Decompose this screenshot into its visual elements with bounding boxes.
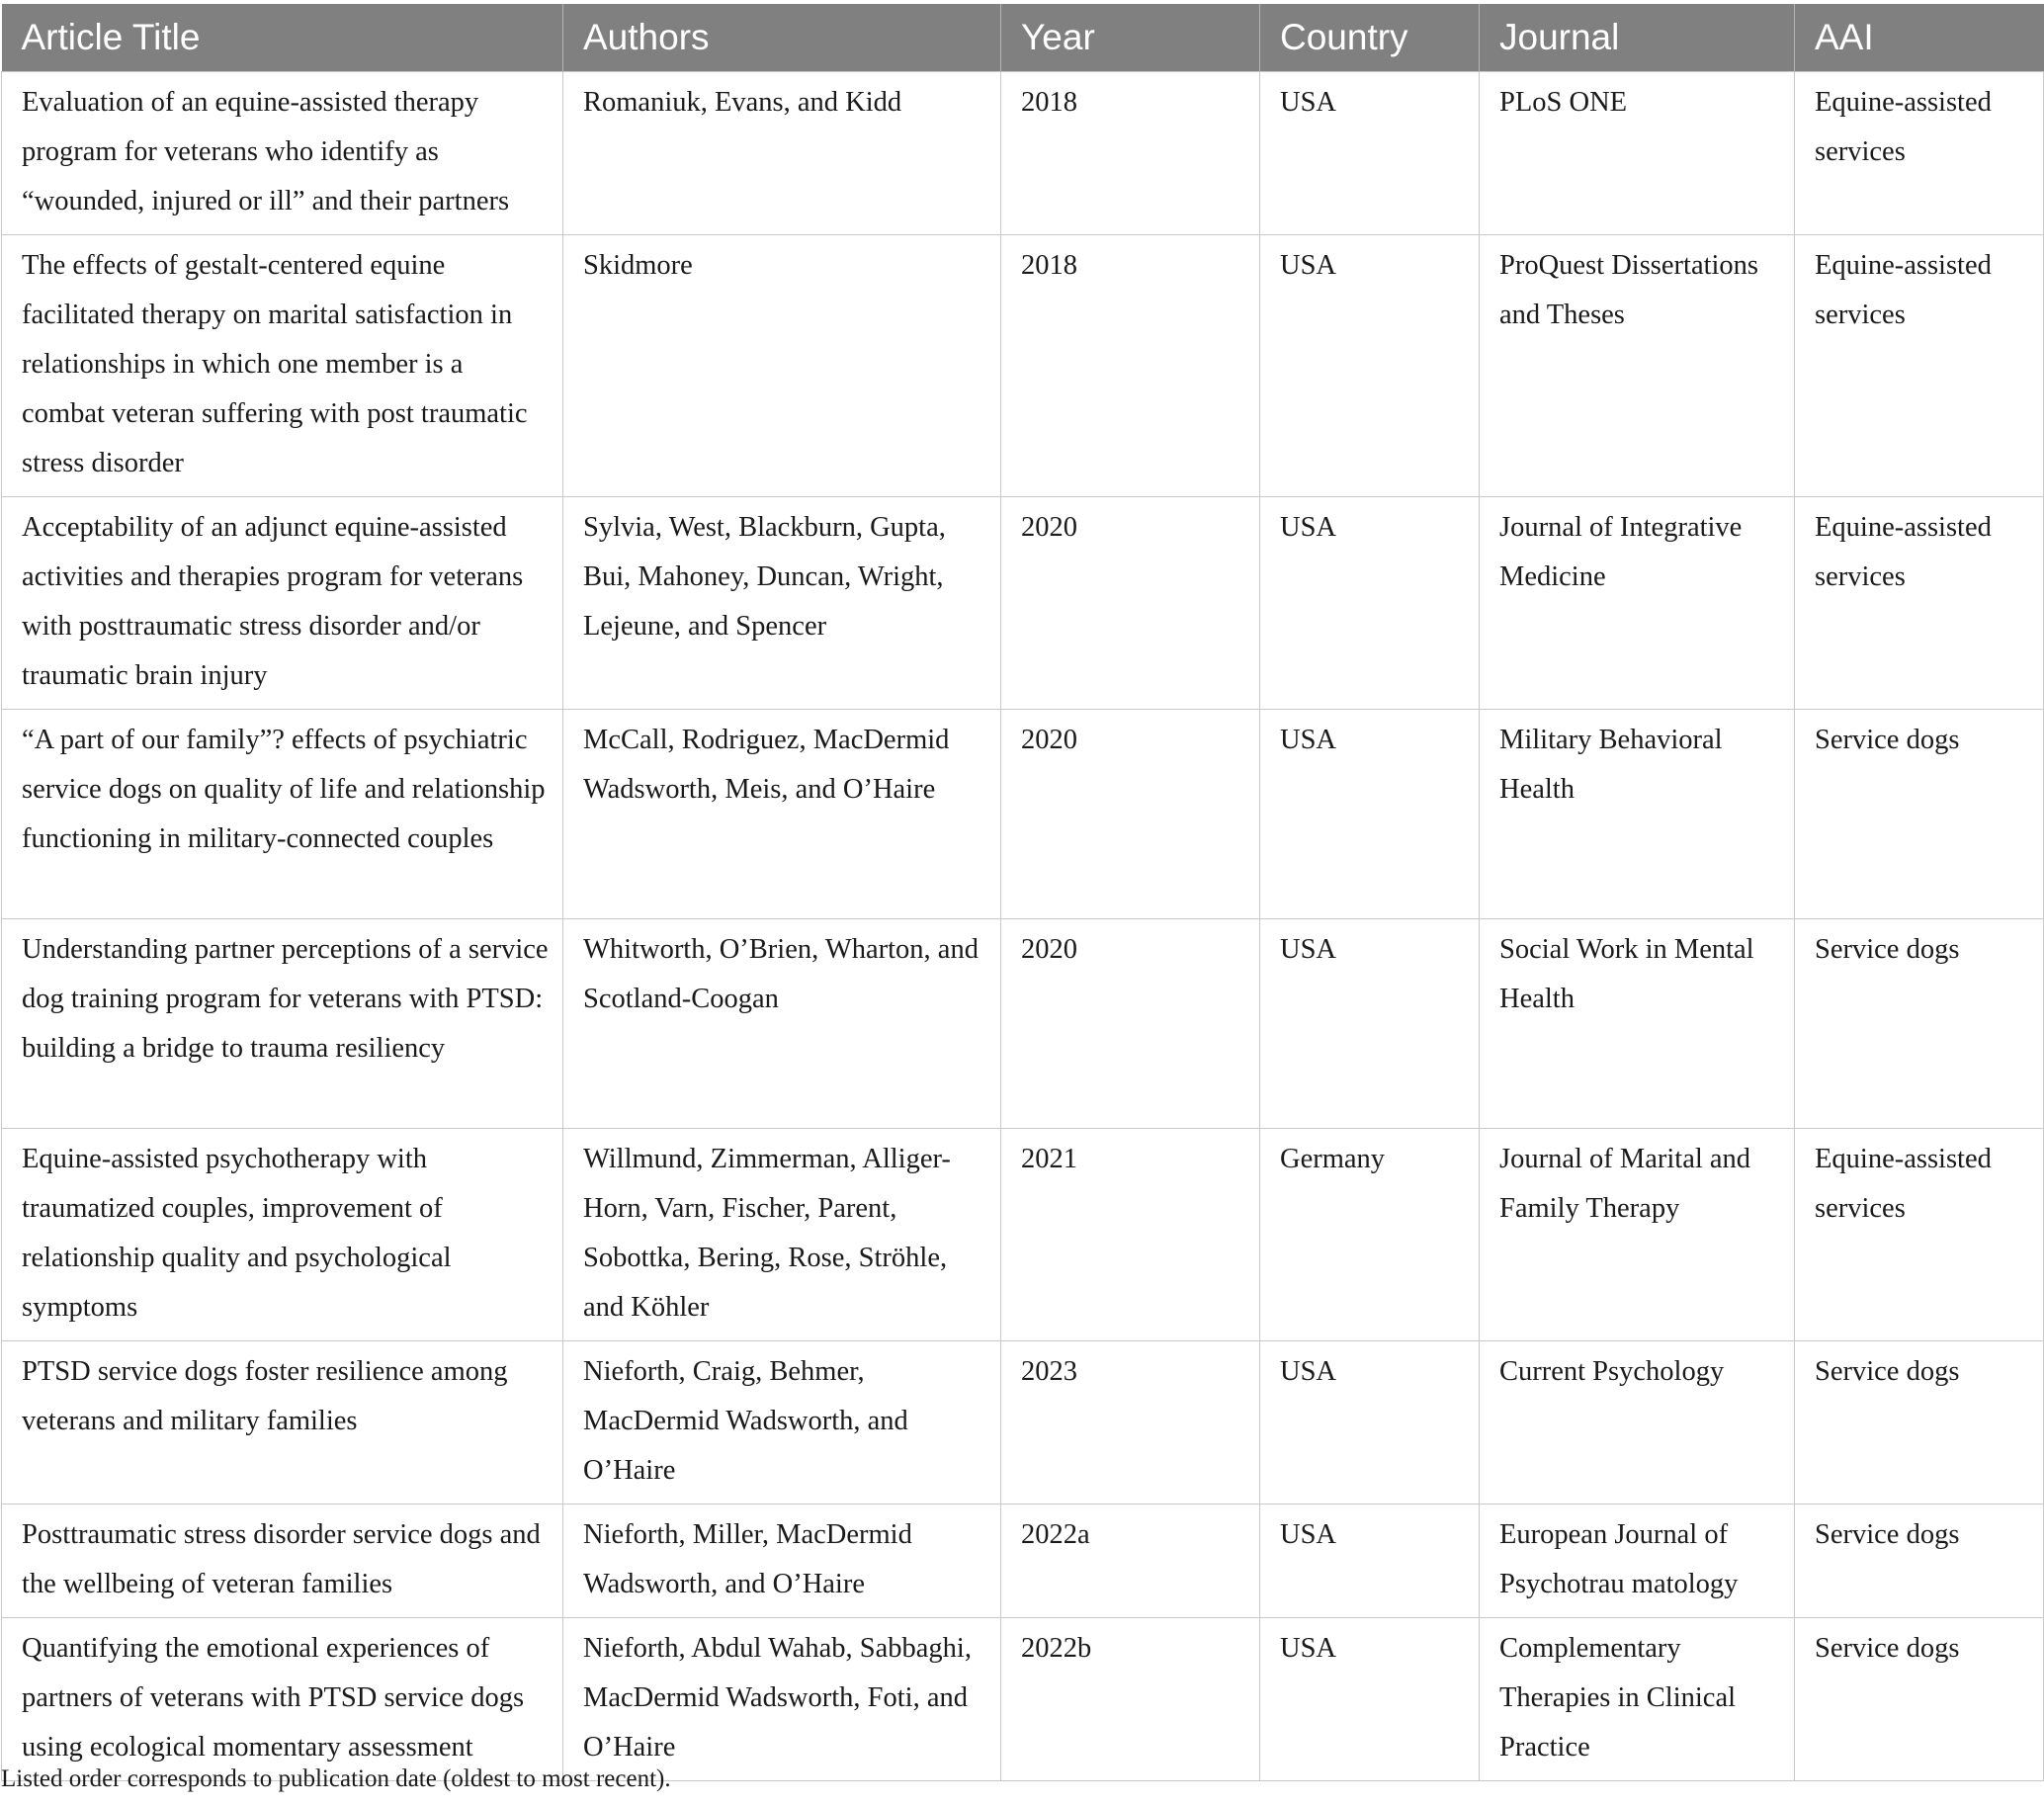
- cell-aai: Service dogs: [1795, 1618, 2044, 1781]
- cell-journal: European Journal of Psychotrau matology: [1480, 1505, 1795, 1618]
- cell-country: USA: [1260, 1505, 1480, 1618]
- cell-authors: Nieforth, Miller, MacDermid Wadsworth, and O’Haire: [563, 1505, 1001, 1618]
- cell-journal: Journal of Marital and Family Therapy: [1480, 1129, 1795, 1341]
- header-journal: Journal: [1480, 4, 1795, 72]
- header-article-title: Article Title: [2, 4, 563, 72]
- cell-title: Posttraumatic stress disorder service dogs and the wellbeing of veteran families: [2, 1505, 563, 1618]
- cell-year: 2018: [1001, 72, 1260, 235]
- cell-country: USA: [1260, 1341, 1480, 1505]
- cell-country: USA: [1260, 235, 1480, 497]
- cell-title: Understanding partner perceptions of a service dog training program for veterans with PTSD: building a bridge to trauma resiliency: [2, 919, 563, 1129]
- cell-journal: Social Work in Mental Health: [1480, 919, 1795, 1129]
- cell-year: 2021: [1001, 1129, 1260, 1341]
- cell-country: USA: [1260, 497, 1480, 710]
- cell-journal: Journal of Integrative Medicine: [1480, 497, 1795, 710]
- cell-authors: Willmund, Zimmerman, Alliger-Horn, Varn, Fischer, Parent, Sobottka, Bering, Rose, Ströhle, and Köhler: [563, 1129, 1001, 1341]
- cell-country: USA: [1260, 919, 1480, 1129]
- cell-title: The effects of gestalt-centered equine facilitated therapy on marital satisfaction in relationships in which one member is a combat veteran suffering with post traumatic stress disorder: [2, 235, 563, 497]
- cell-journal: ProQuest Dissertations and Theses: [1480, 235, 1795, 497]
- header-country: Country: [1260, 4, 1480, 72]
- table-row: [2, 235, 2044, 497]
- cell-authors: McCall, Rodriguez, MacDermid Wadsworth, Meis, and O’Haire: [563, 710, 1001, 919]
- cell-title: PTSD service dogs foster resilience among veterans and military families: [2, 1341, 563, 1505]
- cell-year: 2018: [1001, 235, 1260, 497]
- cell-aai: Service dogs: [1795, 919, 2044, 1129]
- cell-year: 2020: [1001, 710, 1260, 919]
- cell-country: USA: [1260, 710, 1480, 919]
- cell-title: Acceptability of an adjunct equine-assisted activities and therapies program for veterans with posttraumatic stress disorder and/or traumatic brain injury: [2, 497, 563, 710]
- table-row: [2, 919, 2044, 1129]
- header-authors: Authors: [563, 4, 1001, 72]
- table-body: [2, 72, 2044, 1781]
- cell-journal: Military Behavioral Health: [1480, 710, 1795, 919]
- table-row: [2, 72, 2044, 235]
- cell-country: Germany: [1260, 1129, 1480, 1341]
- cell-authors: Skidmore: [563, 235, 1001, 497]
- cell-year: 2022b: [1001, 1618, 1260, 1781]
- cell-journal: Current Psychology: [1480, 1341, 1795, 1505]
- cell-aai: Equine-assisted services: [1795, 497, 2044, 710]
- table-row: [2, 710, 2044, 919]
- cell-aai: Equine-assisted services: [1795, 235, 2044, 497]
- table-row: [2, 497, 2044, 710]
- cell-title: “A part of our family”? effects of psychiatric service dogs on quality of life and relationship functioning in military-connected couples: [2, 710, 563, 919]
- cell-aai: Service dogs: [1795, 1341, 2044, 1505]
- cell-title: Equine-assisted psychotherapy with traumatized couples, improvement of relationship quality and psychological symptoms: [2, 1129, 563, 1341]
- cell-country: USA: [1260, 1618, 1480, 1781]
- table-row: [2, 1129, 2044, 1341]
- cell-aai: Service dogs: [1795, 1505, 2044, 1618]
- cell-year: 2020: [1001, 497, 1260, 710]
- cell-aai: Equine-assisted services: [1795, 1129, 2044, 1341]
- table-row: [2, 1341, 2044, 1505]
- table-row: [2, 1618, 2044, 1781]
- cell-country: USA: [1260, 72, 1480, 235]
- cell-year: 2023: [1001, 1341, 1260, 1505]
- cell-authors: Whitworth, O’Brien, Wharton, and Scotland-Coogan: [563, 919, 1001, 1129]
- cell-authors: Nieforth, Craig, Behmer, MacDermid Wadsworth, and O’Haire: [563, 1341, 1001, 1505]
- table-header: [2, 4, 2044, 72]
- cell-authors: Nieforth, Abdul Wahab, Sabbaghi, MacDermid Wadsworth, Foti, and O’Haire: [563, 1618, 1001, 1781]
- cell-authors: Sylvia, West, Blackburn, Gupta, Bui, Mahoney, Duncan, Wright, Lejeune, and Spencer: [563, 497, 1001, 710]
- header-year: Year: [1001, 4, 1260, 72]
- cell-aai: Service dogs: [1795, 710, 2044, 919]
- cell-year: 2020: [1001, 919, 1260, 1129]
- table-row: [2, 1505, 2044, 1618]
- table-container: [0, 4, 2044, 1781]
- articles-table: [1, 4, 2044, 1781]
- cell-authors: Romaniuk, Evans, and Kidd: [563, 72, 1001, 235]
- header-aai: AAI: [1795, 4, 2044, 72]
- cell-year: 2022a: [1001, 1505, 1260, 1618]
- cell-aai: Equine-assisted services: [1795, 72, 2044, 235]
- cell-title: Evaluation of an equine-assisted therapy program for veterans who identify as “wounded, injured or ill” and their partners: [2, 72, 563, 235]
- cell-journal: Complementary Therapies in Clinical Practice: [1480, 1618, 1795, 1781]
- cell-title: Quantifying the emotional experiences of partners of veterans with PTSD service dogs using ecological momentary assessment: [2, 1618, 563, 1781]
- header-row: [2, 4, 2044, 72]
- cell-journal: PLoS ONE: [1480, 72, 1795, 235]
- table-footnote: Listed order corresponds to publication date (oldest to most recent).: [1, 1765, 671, 1792]
